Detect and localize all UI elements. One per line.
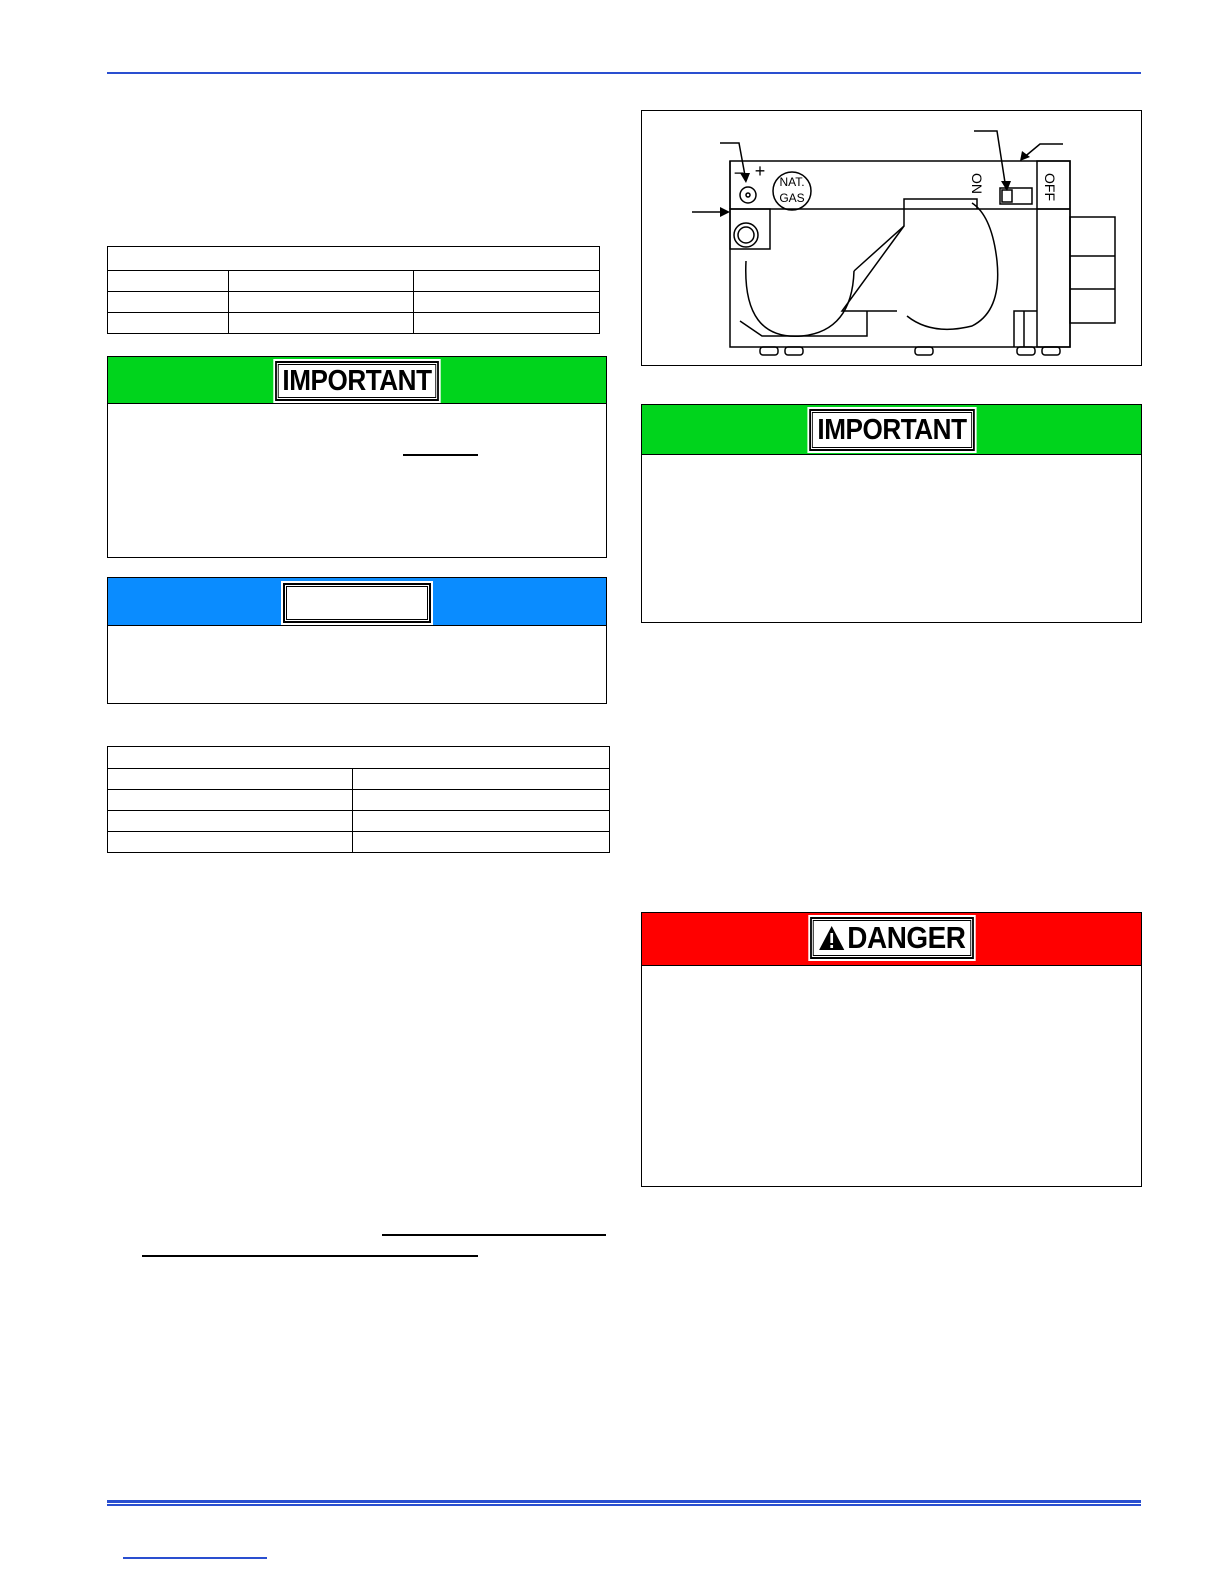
svg-text:−: −: [733, 163, 745, 183]
svg-text:+: +: [754, 161, 766, 181]
danger-callout: [641, 912, 1142, 1187]
footer-rule-bottom: [107, 1504, 1141, 1506]
footer-link-underline[interactable]: [123, 1557, 267, 1559]
svg-text:GAS: GAS: [779, 191, 805, 205]
arrow-icon: [1020, 151, 1030, 161]
notice-callout: [107, 577, 607, 704]
svg-text:NAT.: NAT.: [779, 175, 805, 189]
danger-label: DANGER: [846, 920, 966, 955]
table-row: [108, 832, 610, 853]
footer-rule-top: [107, 1500, 1141, 1503]
warning-triangle-icon: [818, 925, 845, 951]
underline-mark: [382, 1234, 606, 1236]
svg-text:ON: ON: [969, 173, 985, 194]
table-row: [108, 292, 600, 313]
danger-label-box: [810, 917, 974, 959]
important-label: IMPORTANT: [809, 409, 975, 451]
underline-mark: [142, 1255, 478, 1257]
important-callout-2: [641, 404, 1142, 623]
underline-mark: [403, 454, 478, 456]
important-callout-1: [107, 356, 607, 558]
gas-valve-drawing: [642, 111, 1143, 367]
table-row: [108, 747, 610, 769]
table-row: [108, 313, 600, 334]
table-row: [108, 247, 600, 271]
arrow-icon: [720, 207, 730, 217]
table-row: [108, 271, 600, 292]
notice-label: [283, 583, 431, 623]
svg-text:OFF: OFF: [1042, 173, 1058, 201]
spec-table-1: [107, 246, 600, 334]
table-row: [108, 811, 610, 832]
gas-valve-figure: [641, 110, 1142, 366]
header-rule: [107, 72, 1141, 74]
table-row: [108, 790, 610, 811]
important-label: IMPORTANT: [275, 361, 439, 401]
spec-table-2: [107, 746, 610, 853]
table-row: [108, 769, 610, 790]
